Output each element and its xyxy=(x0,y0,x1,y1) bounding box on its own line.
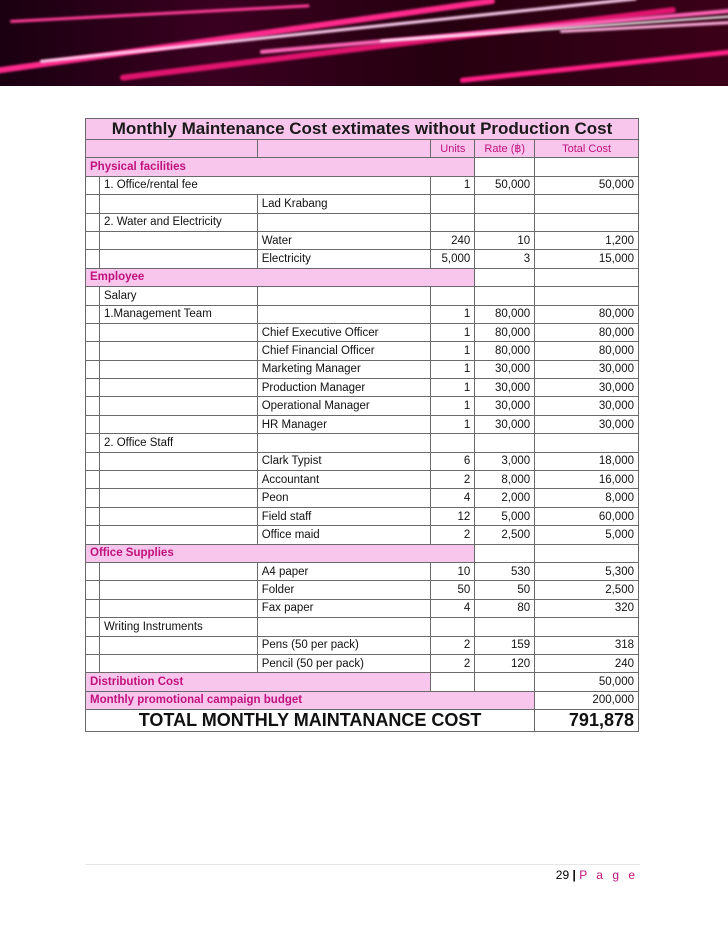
row-label: Writing Instruments xyxy=(99,618,257,636)
rate-cell: 80,000 xyxy=(475,305,535,323)
row-label: Water xyxy=(257,231,431,249)
row-label: Folder xyxy=(257,581,431,599)
rate-cell: 120 xyxy=(475,654,535,672)
units-cell: 1 xyxy=(431,360,475,378)
row-label: Peon xyxy=(257,489,431,507)
table-row xyxy=(86,636,639,654)
total-cell: 80,000 xyxy=(535,323,639,341)
header-total: Total Cost xyxy=(535,140,639,158)
page-separator: | xyxy=(572,868,576,882)
units-cell: 1 xyxy=(431,323,475,341)
total-cell: 30,000 xyxy=(535,360,639,378)
rate-cell: 50,000 xyxy=(475,176,535,194)
rate-cell: 30,000 xyxy=(475,360,535,378)
table-row xyxy=(86,452,639,470)
table-row xyxy=(86,250,639,268)
units-cell: 1 xyxy=(431,342,475,360)
total-cell: 2,500 xyxy=(535,581,639,599)
table-title-row xyxy=(86,119,639,140)
header-row xyxy=(86,140,639,158)
section-row xyxy=(86,268,639,286)
table-row xyxy=(86,360,639,378)
row-label: Office maid xyxy=(257,526,431,544)
table-row xyxy=(86,231,639,249)
total-cell: 318 xyxy=(535,636,639,654)
section-row xyxy=(86,544,639,562)
row-label: Clark Typist xyxy=(257,452,431,470)
table-row xyxy=(86,507,639,525)
total-cell: 200,000 xyxy=(535,691,639,709)
row-label: Fax paper xyxy=(257,599,431,617)
row-label: A4 paper xyxy=(257,562,431,580)
total-cell: 30,000 xyxy=(535,397,639,415)
units-cell: 4 xyxy=(431,599,475,617)
units-cell: 6 xyxy=(431,452,475,470)
units-cell: 10 xyxy=(431,562,475,580)
units-cell: 2 xyxy=(431,654,475,672)
units-cell: 2 xyxy=(431,526,475,544)
section-distribution-cost: Distribution Cost xyxy=(86,673,431,691)
rate-cell: 530 xyxy=(475,562,535,580)
grand-total-label: TOTAL MONTHLY MAINTANANCE COST xyxy=(86,710,535,732)
table-row xyxy=(86,195,639,213)
table-row xyxy=(86,599,639,617)
units-cell: 240 xyxy=(431,231,475,249)
section-row xyxy=(86,673,639,691)
rate-cell: 159 xyxy=(475,636,535,654)
table-row xyxy=(86,618,639,636)
page-number xyxy=(556,868,638,882)
table-row xyxy=(86,213,639,231)
row-label: HR Manager xyxy=(257,415,431,433)
units-cell: 2 xyxy=(431,471,475,489)
row-label: Marketing Manager xyxy=(257,360,431,378)
row-label: Pens (50 per pack) xyxy=(257,636,431,654)
total-cell: 80,000 xyxy=(535,342,639,360)
table-row xyxy=(86,415,639,433)
row-label: Chief Financial Officer xyxy=(257,342,431,360)
total-cell: 1,200 xyxy=(535,231,639,249)
table-row xyxy=(86,654,639,672)
total-cell: 5,300 xyxy=(535,562,639,580)
rate-cell: 50 xyxy=(475,581,535,599)
rate-cell: 3,000 xyxy=(475,452,535,470)
table-row xyxy=(86,581,639,599)
grand-total-value: 791,878 xyxy=(535,710,639,732)
footer-divider xyxy=(85,864,640,865)
location-label: Lad Krabang xyxy=(257,195,431,213)
units-cell: 50 xyxy=(431,581,475,599)
table-row xyxy=(86,489,639,507)
table-row xyxy=(86,323,639,341)
rate-cell: 30,000 xyxy=(475,379,535,397)
maintenance-cost-table xyxy=(85,118,639,732)
section-office-supplies: Office Supplies xyxy=(86,544,475,562)
units-cell: 5,000 xyxy=(431,250,475,268)
header-rate: Rate (฿) xyxy=(475,140,535,158)
rate-cell: 8,000 xyxy=(475,471,535,489)
units-cell: 4 xyxy=(431,489,475,507)
row-label: Field staff xyxy=(257,507,431,525)
row-label: Chief Executive Officer xyxy=(257,323,431,341)
total-cell: 5,000 xyxy=(535,526,639,544)
units-cell: 1 xyxy=(431,415,475,433)
total-cell: 240 xyxy=(535,654,639,672)
row-label: Operational Manager xyxy=(257,397,431,415)
table-row xyxy=(86,379,639,397)
row-label: 1.Management Team xyxy=(99,305,257,323)
table-row xyxy=(86,305,639,323)
section-physical-facilities: Physical facilities xyxy=(86,158,475,176)
total-cell: 80,000 xyxy=(535,305,639,323)
rate-cell: 10 xyxy=(475,231,535,249)
section-promo-budget: Monthly promotional campaign budget xyxy=(86,691,535,709)
row-label: 1. Office/rental fee xyxy=(99,176,430,194)
total-cell: 320 xyxy=(535,599,639,617)
rate-cell: 30,000 xyxy=(475,397,535,415)
total-cell: 30,000 xyxy=(535,415,639,433)
units-cell: 1 xyxy=(431,305,475,323)
rate-cell: 2,500 xyxy=(475,526,535,544)
row-label: Electricity xyxy=(257,250,431,268)
page-word: P a g e xyxy=(579,868,638,882)
total-cell: 50,000 xyxy=(535,176,639,194)
rate-cell: 5,000 xyxy=(475,507,535,525)
total-cell: 16,000 xyxy=(535,471,639,489)
units-cell: 1 xyxy=(431,379,475,397)
table-row xyxy=(86,342,639,360)
total-cell: 30,000 xyxy=(535,379,639,397)
table-title: Monthly Maintenance Cost extimates without Production Cost xyxy=(86,119,639,140)
rate-cell: 30,000 xyxy=(475,415,535,433)
section-employee: Employee xyxy=(86,268,475,286)
table-row xyxy=(86,562,639,580)
row-label: Accountant xyxy=(257,471,431,489)
page-number-value: 29 xyxy=(555,868,570,882)
header-banner xyxy=(0,0,728,86)
rate-cell: 80 xyxy=(475,599,535,617)
header-units: Units xyxy=(431,140,475,158)
total-cell: 8,000 xyxy=(535,489,639,507)
row-label: 2. Office Staff xyxy=(99,434,257,452)
total-cell: 50,000 xyxy=(535,673,639,691)
total-cell: 18,000 xyxy=(535,452,639,470)
total-cell: 60,000 xyxy=(535,507,639,525)
units-cell: 1 xyxy=(431,397,475,415)
rate-cell: 80,000 xyxy=(475,323,535,341)
table-row xyxy=(86,526,639,544)
row-label: 2. Water and Electricity xyxy=(99,213,257,231)
units-cell: 2 xyxy=(431,636,475,654)
rate-cell: 80,000 xyxy=(475,342,535,360)
row-label: Pencil (50 per pack) xyxy=(257,654,431,672)
rate-cell: 2,000 xyxy=(475,489,535,507)
row-label: Salary xyxy=(99,287,257,305)
table-row xyxy=(86,287,639,305)
table-row xyxy=(86,176,639,194)
table-row xyxy=(86,434,639,452)
units-cell: 12 xyxy=(431,507,475,525)
total-cell: 15,000 xyxy=(535,250,639,268)
rate-cell: 3 xyxy=(475,250,535,268)
grand-total-row xyxy=(86,710,639,732)
table-row xyxy=(86,397,639,415)
table-row xyxy=(86,471,639,489)
units-cell: 1 xyxy=(431,176,475,194)
row-label: Production Manager xyxy=(257,379,431,397)
section-row xyxy=(86,158,639,176)
section-row xyxy=(86,691,639,709)
